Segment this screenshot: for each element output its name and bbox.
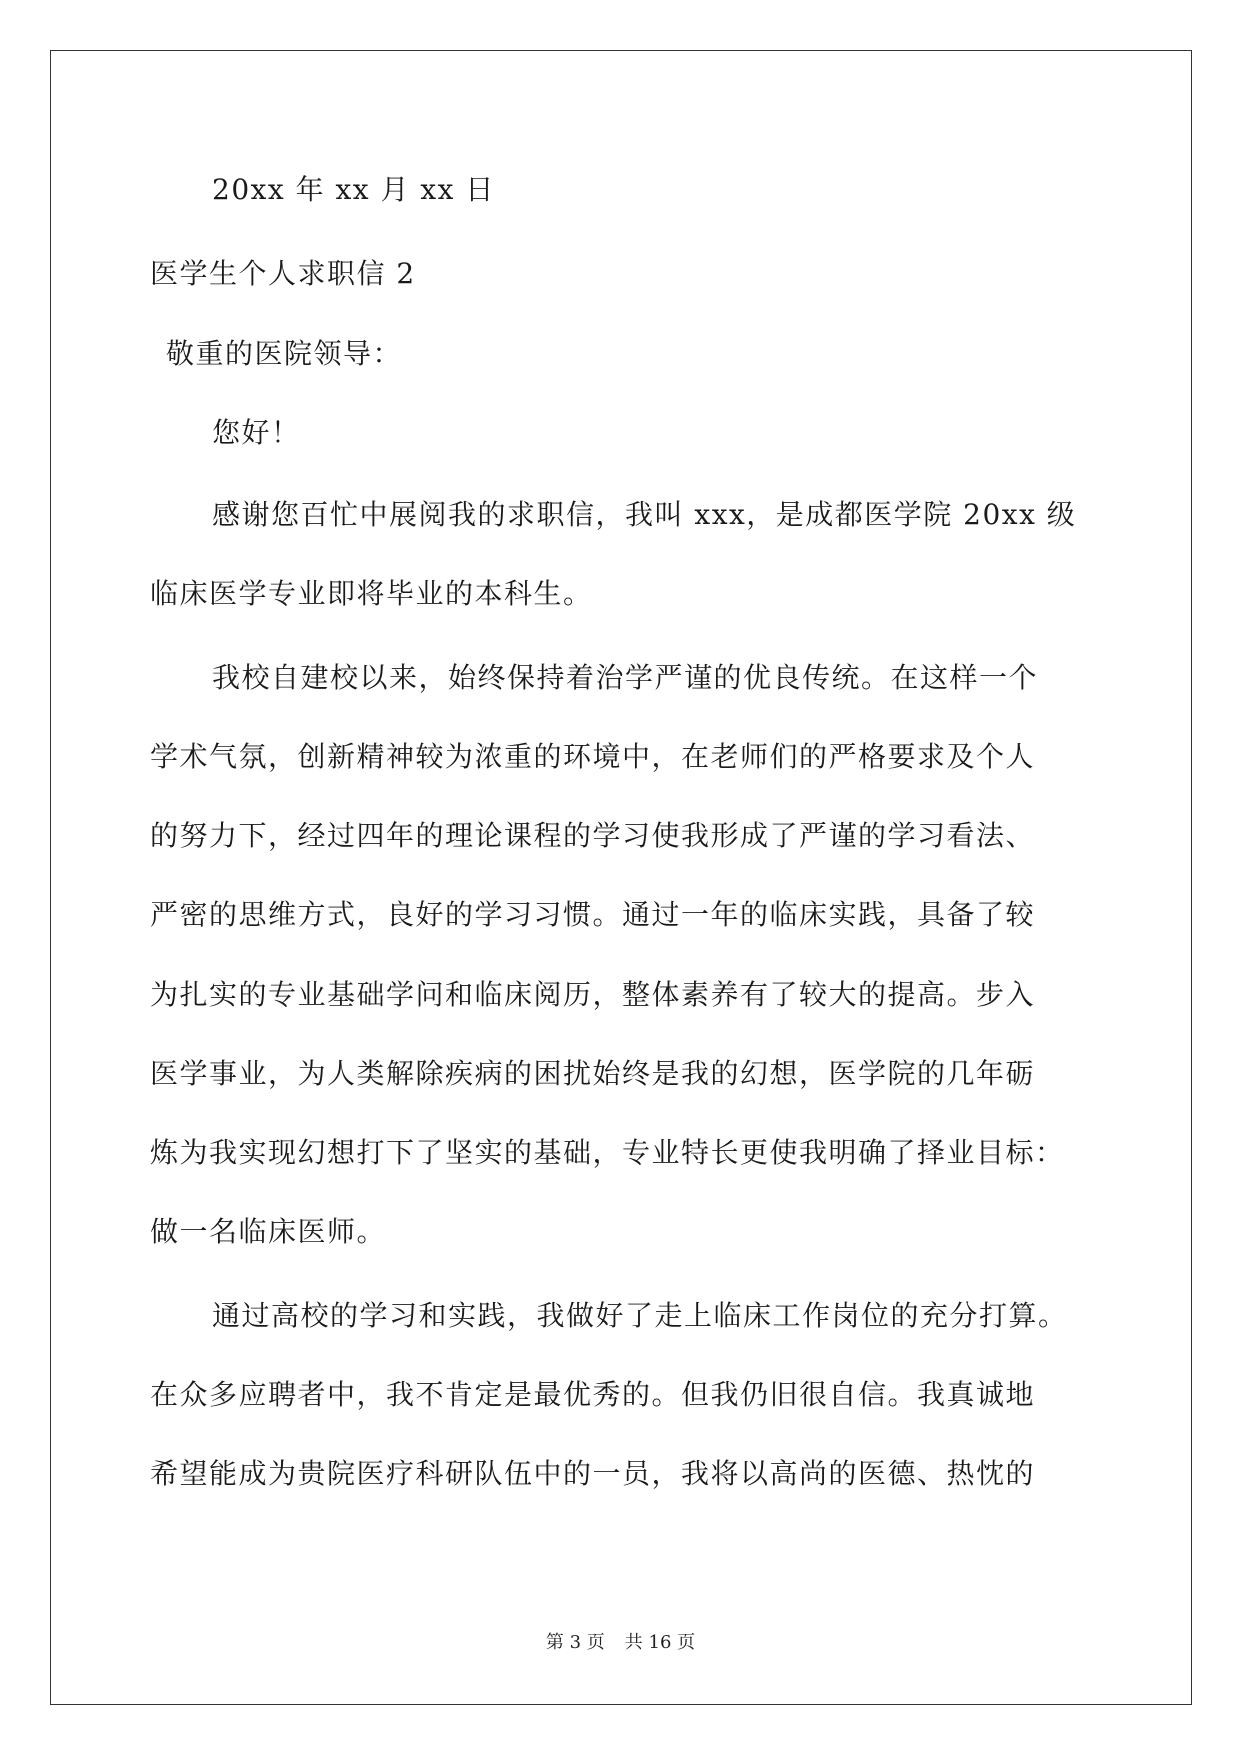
greeting: 您好！ <box>212 416 301 449</box>
body-line: 为扎实的专业基础学问和临床阅历，整体素养有了较大的提高。步入 <box>150 978 1036 1011</box>
page-number: 第 3 页 <box>545 1632 605 1653</box>
body-line: 希望能成为贵院医疗科研队伍中的一员，我将以高尚的医德、热忱的 <box>150 1457 1036 1490</box>
body-line: 医学事业，为人类解除疾病的困扰始终是我的幻想，医学院的几年砺 <box>150 1057 1036 1090</box>
body-line: 我校自建校以来，始终保持着治学严谨的优良传统。在这样一个 <box>212 661 1039 694</box>
page-footer <box>0 1632 1241 1654</box>
letter-title: 医学生个人求职信 2 <box>150 257 416 290</box>
body-line: 做一名临床医师。 <box>150 1215 387 1248</box>
body-line: 学术气氛，创新精神较为浓重的环境中，在老师们的严格要求及个人 <box>150 740 1036 773</box>
body-line: 通过高校的学习和实践，我做好了走上临床工作岗位的充分打算。 <box>212 1299 1068 1332</box>
body-line: 在众多应聘者中，我不肯定是最优秀的。但我仍旧很自信。我真诚地 <box>150 1378 1036 1411</box>
body-line: 的努力下，经过四年的理论课程的学习使我形成了严谨的学习看法、 <box>150 819 1036 852</box>
page-total: 共 16 页 <box>624 1632 696 1653</box>
salutation: 敬重的医院领导： <box>166 337 403 370</box>
body-line: 严密的思维方式，良好的学习习惯。通过一年的临床实践，具备了较 <box>150 898 1036 931</box>
body-line: 感谢您百忙中展阅我的求职信，我叫 xxx，是成都医学院 20xx 级 <box>212 498 1077 531</box>
body-line: 临床医学专业即将毕业的本科生。 <box>150 577 593 610</box>
date-line: 20xx 年 xx 月 xx 日 <box>212 173 495 206</box>
body-line: 炼为我实现幻想打下了坚实的基础，专业特长更使我明确了择业目标： <box>150 1136 1065 1169</box>
